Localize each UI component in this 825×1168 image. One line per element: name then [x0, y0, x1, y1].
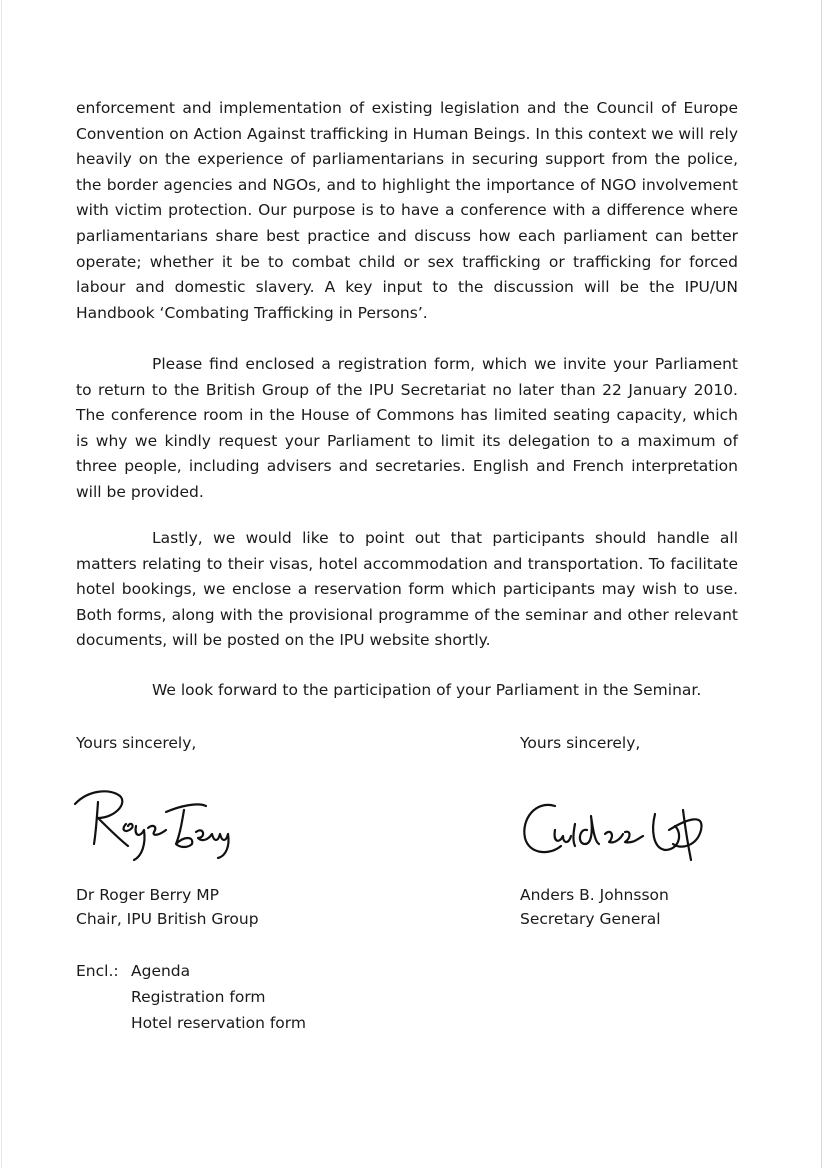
- left-signatory-title: Chair, IPU British Group: [76, 910, 259, 928]
- right-signatory-title: Secretary General: [520, 910, 661, 928]
- left-signatory-name: Dr Roger Berry MP: [76, 886, 219, 904]
- right-signatory-name: Anders B. Johnsson: [520, 886, 669, 904]
- enclosure-item: Registration form: [131, 988, 266, 1006]
- body-paragraph-2: Please find enclosed a registration form, which we invite your Parliament to return to the British Group of the IPU Secretariat no later than 22 January 2010. The conference room in the House of Commons has limited seating capacity, which is why we kindly request your Parliament to limit its delegation to a maximum of three people, including advisers and secretaries. English and French interpretation will be provided.: [76, 355, 738, 501]
- scan-edge-left: [1, 0, 2, 1168]
- body-paragraph-1: enforcement and implementation of existing legislation and the Council of Europe Convention on Action Against trafficking in Human Beings. In this context we will rely heavily on the experience of parliamentarians in securing support from the police, the border agencies and NGOs, and to highlight the importance of NGO involvement with victim protection. Our purpose is to have a conference with a difference where parliamentarians share best practice and discuss how each parliament can better operate; whether it be to combat child or sex trafficking or trafficking for forced labour and domestic slavery. A key input to the discussion will be the IPU/UN Handbook ‘Combating Trafficking in Persons’.: [76, 99, 739, 322]
- right-closing: Yours sincerely,: [520, 734, 641, 752]
- enclosure-item: Agenda: [131, 962, 191, 980]
- signature-anders-johnsson: [515, 790, 715, 870]
- body-paragraph-4: We look forward to the participation of your Parliament in the Seminar.: [152, 681, 702, 699]
- signature-roger-berry: [70, 784, 250, 864]
- enclosures-label: Encl.:: [76, 962, 119, 980]
- body-paragraph-3: Lastly, we would like to point out that participants should handle all matters relating to their visas, hotel accommodation and transportation. To facilitate hotel bookings, we enclose a reservation form which participants may wish to use. Both forms, along with the provisional programme of the seminar and other relevant documents, will be posted on the IPU website shortly.: [76, 529, 738, 650]
- left-closing: Yours sincerely,: [76, 734, 197, 752]
- enclosure-item: Hotel reservation form: [131, 1014, 306, 1032]
- scan-edge-right: [821, 0, 822, 1168]
